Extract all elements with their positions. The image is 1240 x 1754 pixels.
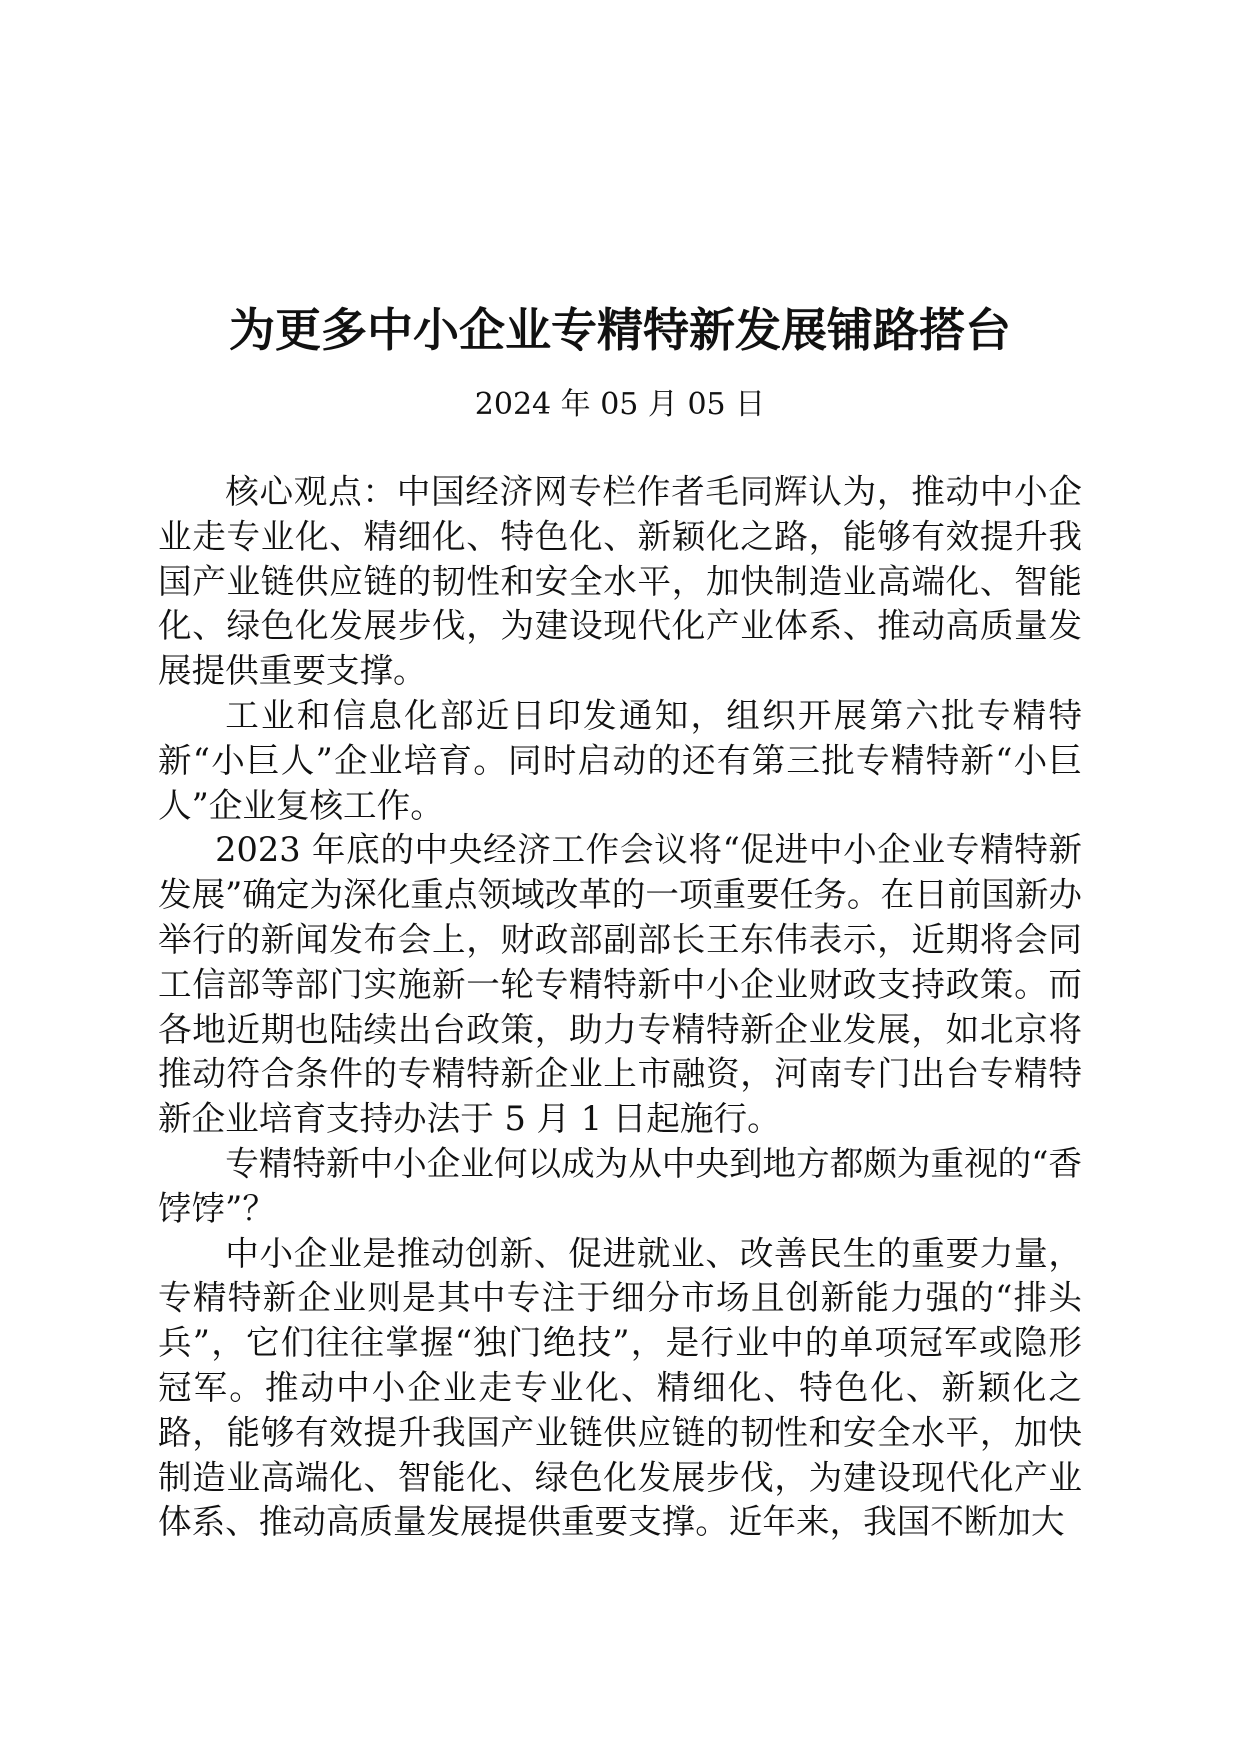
paragraph: 中小企业是推动创新、促进就业、改善民生的重要力量，专精特新企业则是其中专注于细分市场且创新能力强的“排头兵”，它们往往掌握“独门绝技”，是行业中的单项冠军或隐形冠军。推动中小企业走专业化、精细化、特色化、新颖化之路，能够有效提升我国产业链供应链的韧性和安全水平，加快制造业高端化、智能化、绿色化发展步伐，为建设现代化产业体系、推动高质量发展提供重要支撑。近年来，我国不断加大 xyxy=(158,1233,1082,1542)
paragraph: 专精特新中小企业何以成为从中央到地方都颇为重视的“香饽饽”？ xyxy=(158,1143,1082,1228)
article-body xyxy=(158,470,1082,1545)
article-title: 为更多中小企业专精特新发展铺路搭台 xyxy=(229,303,1011,357)
paragraph-core-viewpoint: 核心观点：中国经济网专栏作者毛同辉认为，推动中小企业走专业化、精细化、特色化、新颖化之路，能够有效提升我国产业链供应链的韧性和安全水平，加快制造业高端化、智能化、绿色化发展步伐，为建设现代化产业体系、推动高质量发展提供重要支撑。 xyxy=(158,472,1082,691)
paragraph: 2023 年底的中央经济工作会议将“促进中小企业专精特新发展”确定为深化重点领域改革的一项重要任务。在日前国新办举行的新闻发布会上，财政部副部长王东伟表示，近期将会同工信部等部门实施新一轮专精特新中小企业财政支持政策。而各地近期也陆续出台政策，助力专精特新企业发展，如北京将推动符合条件的专精特新企业上市融资，河南专门出台专精特新企业培育支持办法于 5 月 1 日起施行。 xyxy=(158,830,1082,1139)
publish-date: 2024 年 05 月 05 日 xyxy=(474,387,766,422)
paragraph: 工业和信息化部近日印发通知，组织开展第六批专精特新“小巨人”企业培育。同时启动的还有第三批专精特新“小巨人”企业复核工作。 xyxy=(158,695,1082,825)
